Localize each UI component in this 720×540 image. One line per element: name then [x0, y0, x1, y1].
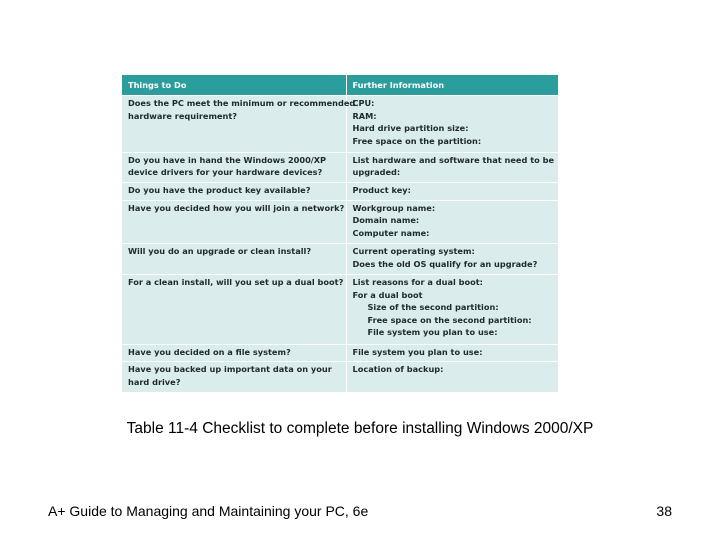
question-line: device drivers for your hardware devices? — [128, 167, 323, 178]
checklist-table — [122, 75, 558, 392]
question-line: hardware requirement? — [128, 110, 238, 121]
info-line: CPU: — [352, 98, 375, 108]
question-line: Will you do an upgrade or clean install? — [128, 246, 312, 257]
info-line: List hardware and software that need to be — [352, 154, 554, 165]
things-to-do-cell — [122, 362, 346, 392]
further-information-cell — [346, 362, 558, 392]
question-line: hard drive? — [128, 377, 181, 388]
further-information-cell — [346, 345, 558, 362]
things-to-do-cell — [122, 244, 346, 275]
table-row — [122, 96, 558, 153]
checklist-table-container — [122, 75, 558, 392]
table-body — [122, 96, 558, 393]
info-line: Hard drive partition size: — [352, 123, 469, 134]
further-information-cell — [346, 275, 558, 345]
question-line: Have you decided how you will join a network? — [128, 202, 345, 213]
further-information-cell — [346, 152, 558, 183]
table-row — [122, 200, 558, 244]
question-line: Do you have the product key available? — [128, 185, 311, 196]
info-line: Size of the second partition: — [367, 302, 499, 313]
things-to-do-cell — [122, 275, 346, 345]
info-line: Free space on the partition: — [352, 135, 482, 146]
question-line: Do you have in hand the Windows 2000/XP — [128, 154, 327, 165]
further-information-cell — [346, 200, 558, 244]
info-line: Computer name: — [352, 227, 430, 238]
question-line: Does the PC meet the minimum or recommended — [128, 98, 356, 108]
things-to-do-cell — [122, 345, 346, 362]
table-caption: Table 11-4 Checklist to complete before installing Windows 2000/XP — [126, 420, 594, 437]
question-line: For a clean install, will you set up a dual boot? — [128, 277, 344, 288]
footer-book-title: A+ Guide to Managing and Maintaining your PC, 6e — [48, 503, 369, 519]
further-information-cell — [346, 96, 558, 153]
info-line: File system you plan to use: — [352, 347, 483, 358]
things-to-do-cell — [122, 152, 346, 183]
info-line: List reasons for a dual boot: — [352, 277, 483, 288]
table-row — [122, 345, 558, 362]
info-line: For a dual boot — [352, 289, 423, 300]
things-to-do-cell — [122, 183, 346, 200]
info-line: Does the old OS qualify for an upgrade? — [352, 259, 538, 270]
info-line: RAM: — [352, 110, 377, 121]
info-line: upgraded: — [352, 167, 401, 178]
table-header-row — [122, 75, 558, 96]
header-further-information: Further Information — [346, 75, 558, 96]
info-line: Product key: — [352, 185, 411, 196]
further-information-cell — [346, 183, 558, 200]
info-line: Domain name: — [352, 215, 420, 226]
things-to-do-cell — [122, 200, 346, 244]
question-line: Have you decided on a file system? — [128, 347, 291, 358]
header-things-to-do: Things to Do — [122, 75, 346, 96]
info-line: File system you plan to use: — [367, 327, 498, 338]
table-row — [122, 275, 558, 345]
table-row — [122, 152, 558, 183]
further-information-cell — [346, 244, 558, 275]
table-row — [122, 244, 558, 275]
info-line: Location of backup: — [352, 364, 444, 375]
table-row — [122, 362, 558, 392]
info-line: Free space on the second partition: — [367, 314, 532, 325]
things-to-do-cell — [122, 96, 356, 153]
table-row — [122, 183, 558, 200]
question-line: Have you backed up important data on your — [128, 364, 332, 375]
info-line: Workgroup name: — [352, 202, 436, 213]
page-number: 38 — [656, 503, 672, 519]
info-line: Current operating system: — [352, 246, 475, 257]
